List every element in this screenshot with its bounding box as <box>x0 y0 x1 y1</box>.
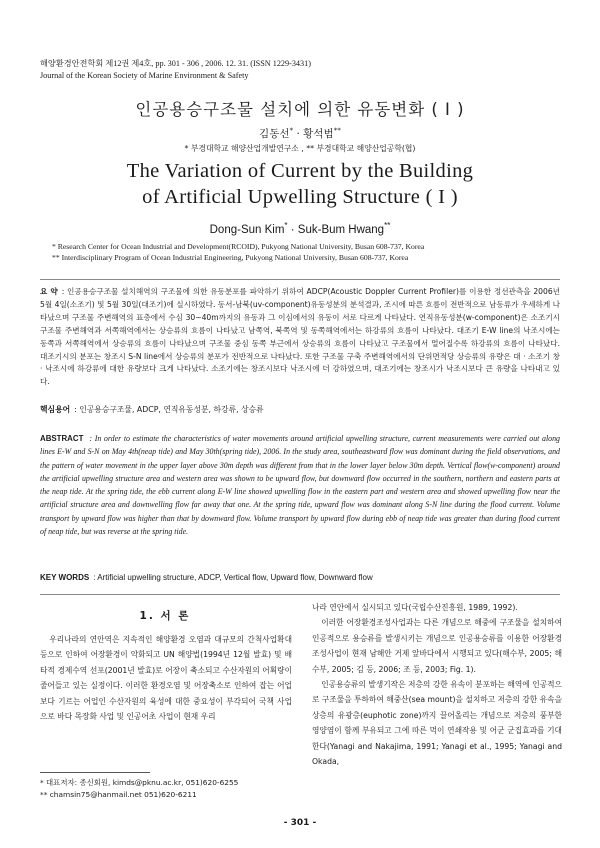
footnote-1: * 대표저자: 종신회원, kimds@pknu.ac.kr, 051)620-6255 <box>40 778 239 787</box>
keywords-english-label: KEY WORDS <box>40 573 90 582</box>
section-heading-introduction: 1. 서 론 <box>139 610 191 622</box>
abstract-korean <box>40 286 560 389</box>
journal-name: Journal of the Korean Society of Marine Environment & Safety <box>40 71 249 80</box>
author-separator-en: · <box>287 224 298 236</box>
author-1-name-en: Dong-Sun Kim <box>209 224 285 236</box>
title-korean: 인공용승구조물 설치에 의한 유동변화 ( I ) <box>135 100 465 119</box>
keywords-english-text: : Artificial upwelling structure, ADCP, Vertical flow, Upward flow, Downward flow <box>93 573 373 582</box>
author-2-name-en: Suk-Bum Hwang <box>297 224 385 236</box>
authors-korean <box>0 126 600 141</box>
body-paragraph: 이러한 어장환경조성사업과는 다른 개념으로 해중에 구조물을 설치하여 인공적으로 용승류를 발생시키는 개념으로 인공용승류를 이용한 어장환경조성사업이 현재 남해안 거제 앞바다에서 시행되고 있다(해수부, 2005; 해수부, 2005; 김 등, 2006; 조 등, 2003; Fig. 1). <box>312 618 562 674</box>
author-2-name: 황석범 <box>303 128 334 140</box>
title-english-line-1: The Variation of Current by the Building <box>126 160 474 182</box>
body-paragraph: 우리나라의 연안역은 지속적인 해양환경 오염과 대규모의 간척사업확대 등으로 인하여 어장환경이 악화되고 UN 해양법(1994년 12월 발효) 및 배타적 경제수역 선포(2001년 발효)로 어장이 축소되고 수산자원의 어획량이 줄어들고 있는 실정이다. 이러한 환경오염 및 어장축소로 인하여 잡는 어업보다 기르는 어업인 수산자원의 육성에 대한 중요성이 부각되어 국책 사업으로 바다 목장화 사업 및 인공어초 사업이 현재 우리 <box>40 635 292 722</box>
affiliation-english-1: * Research Center for Ocean Industrial and Development(RCOID), Pukyong National University, Busan 608-737, Korea <box>52 242 425 251</box>
journal-citation: 해양환경안전학회 제12권 제4호, pp. 301 - 306 , 2006. 12. 31. (ISSN 1229-3431) <box>40 59 311 68</box>
body-column-right <box>312 600 562 769</box>
page-number: - 301 - <box>283 818 317 828</box>
keywords-korean <box>40 404 560 415</box>
body-paragraph: 인공용승류의 발생기작은 저층의 강한 유속이 분포하는 해역에 인공적으로 구조물을 투하하여 해중산(sea mount)을 설치하고 저층의 강한 유속을 상층의 유광층(euphotic zone)까지 끌어올리는 개념으로 저층의 풍부한 영양염이 함께 부유되고 그에 따른 먹이 연쇄작용 및 어군 군집효과를 기대한다(Yanagi and Nakajima, 1991; Yanagi et al., 1995; Yanagi and Okada, <box>312 680 562 767</box>
author-separator: · <box>293 128 304 140</box>
body-column-left <box>40 632 292 724</box>
footnote-rule <box>40 772 150 773</box>
author-1-mark: * <box>289 125 294 135</box>
author-2-mark-en: ** <box>384 221 391 231</box>
keywords-english <box>40 573 560 582</box>
authors-english <box>0 221 600 236</box>
abstract-korean-label: 요 약 <box>40 287 58 296</box>
title-english-line-2: of Artificial Upwelling Structure ( I ) <box>142 186 458 208</box>
keywords-korean-label: 핵심용어 <box>40 405 71 414</box>
affiliation-korean: * 부경대학교 해양산업개발연구소 , ** 부경대학교 해양산업공학(협) <box>184 144 416 153</box>
abstract-korean-text: : 인공용승구조물 설치해역의 구조물에 의한 유동분포를 파악하기 위하여 ADCP(Acoustic Doppler Current Profiler)를 이용한 정선관측을 2006년 5월 4일(소조기) 및 5월 30일(대조기)에 실시하였다. 동서-남북(uv-component)유동성분의 분석결과, 조시에 따른 흐름이 전반적으로 남동류가 우세하게 나타났으며 구조물 주변해역의 표층에서 수심 30~40m까지의 유동과 그 이심에서의 유동이 서로 다르게 나타났다. 연직유동성분(w-component)은 소조기시 구조물 주변해역과 서쪽해역에서는 상승류의 흐름이 나타났고 남쪽역, 북쪽역 및 동쪽해역에서는 하강류의 흐름이 나타났다. 대조기 E-W line의 낙조시에는 동쪽과 서쪽해역에서 상승류의 흐름이 나타났으며 구조물 중심 동쪽 부근에서 상승류의 흐름이 나타났고 구조물에서 멀어질수록 하강류의 흐름이 나타났다. 대조기시의 분포는 창조시 S-N line에서 상승류의 분포가 전반적으로 나타났다. 또한 구조물 구축 주변해역에서의 단위면적당 상승류의 유량은 대 · 소조기 창 · 낙조시에 하강류에 대한 유량보다 크게 나타났다. 소조기에는 창조시보다 낙조시에 더 강하였으며, 대조기에는 창조시가 낙조시보다 큰 유량을 나타내고 있다. <box>40 287 560 387</box>
abstract-english-text: : In order to estimate the characteristics of water movements around artificial upwelling structure, current measurements were carried out along lines E-W and S-N on May 4th(neap tide) and May 30th(spring tide), 2006. In the study area, southeastward flow was dominant during the field observations, and the pattern of water movement in the upper layer above 30m depth was different from that in the lower layer below 30m depth. Vertical flow(w-component) around the artificial upwelling structure area and western area was shown to be upward flow, but downward flow occurred in the southern, northern and eastern parts at the neap tide. At the spring tide, the ebb current along E-W line showed upwelling flow in the eastern part and western area and showed upwelling flow near the artificial structure area and downwelling flow far away that one. At the spring tide, upward flow was dominant along S-N line during the flood current. Volume transport by upward flow was higher than that by downward flow. Volume transport by upward flow during ebb of neap tide was greater than during flood current of neap tide, but was reverse at the spring tide. <box>40 434 560 537</box>
affiliation-english-2: ** Interdisciplinary Program of Ocean Industrial Engineering, Pukyong National University, Busan 608-737, Korea <box>52 253 409 262</box>
abstract-english <box>40 432 560 538</box>
body-paragraph: 나라 연안에서 실시되고 있다(국립수산진흥원, 1989, 1992). <box>312 603 518 612</box>
author-2-mark: ** <box>333 125 341 135</box>
footnote-2: ** chamsin75@hanmail.net 051)620-6211 <box>40 790 197 799</box>
author-1-name: 김동선 <box>259 128 290 140</box>
abstract-english-label: ABSTRACT <box>40 434 84 443</box>
author-1-mark-en: * <box>284 221 288 231</box>
rule-top <box>40 279 560 280</box>
keywords-korean-text: : 인공용승구조물, ADCP, 연직유동성분, 하강류, 상승류 <box>74 405 264 414</box>
rule-bottom <box>40 594 560 595</box>
